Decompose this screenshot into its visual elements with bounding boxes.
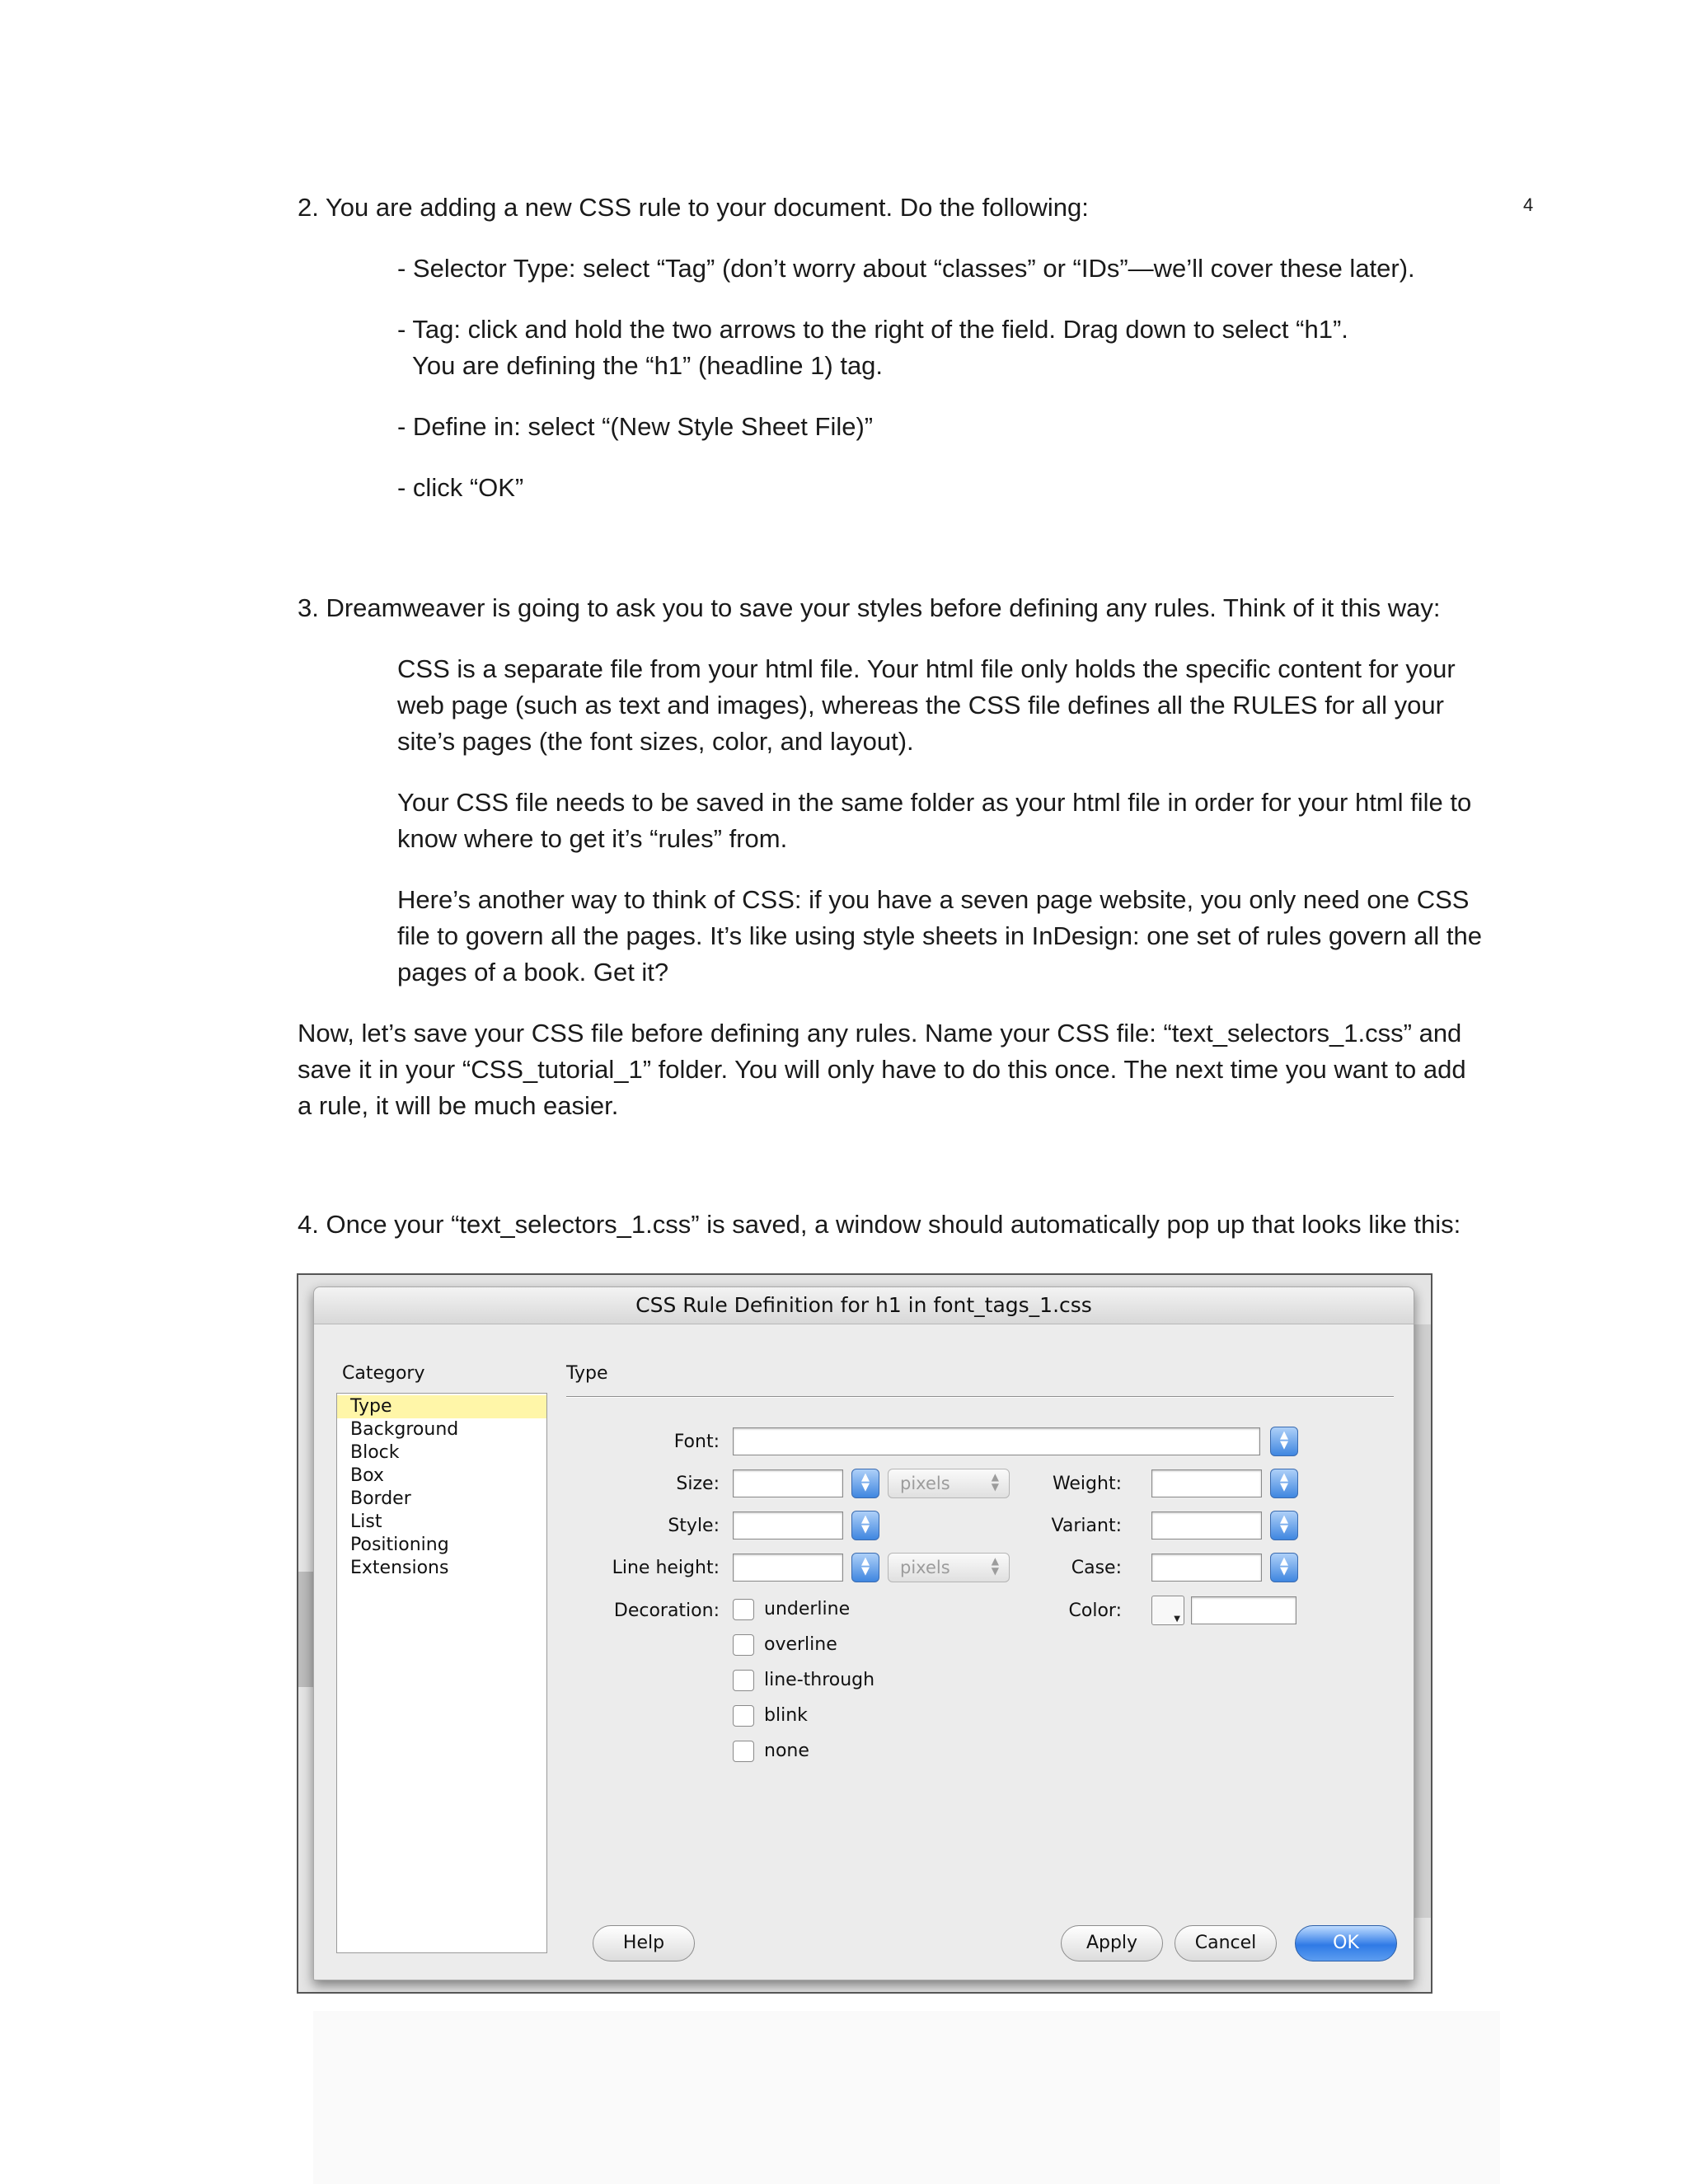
none-label: none <box>764 1741 809 1761</box>
style-dropdown-arrows-icon[interactable]: ▲ ▼ <box>851 1511 879 1540</box>
ok-button[interactable]: OK <box>1295 1925 1397 1961</box>
cancel-button[interactable]: Cancel <box>1175 1925 1277 1961</box>
variant-label: Variant: <box>1051 1516 1122 1536</box>
case-label: Case: <box>1071 1558 1122 1578</box>
font-dropdown-arrows-icon[interactable]: ▲ ▼ <box>1270 1427 1298 1456</box>
category-list <box>336 1393 547 1953</box>
color-label: Color: <box>1068 1601 1122 1621</box>
category-label: Category <box>342 1363 425 1384</box>
step4-intro: 4. Once your “text_selectors_1.css” is saved, a window should automatically pop up that looks like this: <box>298 1210 1461 1239</box>
category-item-positioning[interactable]: Positioning <box>350 1535 449 1555</box>
css-rule-definition-dialog <box>313 1286 1414 1980</box>
style-field[interactable] <box>733 1511 843 1540</box>
help-button[interactable]: Help <box>593 1925 695 1961</box>
step3-paragraph-another-way: Here’s another way to think of CSS: if you have a seven page website, you only need one CSS file to govern all the pages. It’s like using style sheets in InDesign: one set of rules govern all the pages of a book. Get it? <box>397 885 1482 987</box>
size-unit-value: pixels <box>900 1474 950 1493</box>
category-item-border[interactable]: Border <box>350 1488 411 1509</box>
step3-save-instructions: Now, let’s save your CSS file before defining any rules. Name your CSS file: “text_selectors_1.css” and save it in your “CSS_tutorial_1” folder. You will only have to do this once. The next time you want to add a rule, it will be much easier. <box>298 1019 1466 1120</box>
decoration-label: Decoration: <box>613 1601 720 1621</box>
color-picker-swatch[interactable] <box>1151 1596 1184 1625</box>
line-height-field[interactable] <box>733 1554 843 1582</box>
category-item-box[interactable]: Box <box>350 1465 384 1486</box>
page-number: 4 <box>1523 194 1534 215</box>
blink-label: blink <box>764 1705 808 1726</box>
line-height-dropdown-arrows-icon[interactable]: ▲ ▼ <box>851 1553 879 1582</box>
panel-divider <box>566 1396 1394 1398</box>
step2-item-click-ok: - click “OK” <box>397 473 524 502</box>
style-label: Style: <box>668 1516 720 1536</box>
size-field[interactable] <box>733 1469 843 1497</box>
line-height-unit-value: pixels <box>900 1558 950 1577</box>
font-label: Font: <box>673 1432 720 1452</box>
category-item-list[interactable]: List <box>350 1511 382 1532</box>
category-item-block[interactable]: Block <box>350 1442 400 1463</box>
step3-paragraph-same-folder: Your CSS file needs to be saved in the same folder as your html file in order for your html file to know where to get it’s “rules” from. <box>397 788 1472 853</box>
select-arrows-icon: ▲ ▼ <box>991 1555 999 1577</box>
step2-item-selector-type: - Selector Type: select “Tag” (don’t worry about “classes” or “IDs”—we’ll cover these later). <box>397 254 1415 283</box>
chevron-down-icon: ▼ <box>1174 1615 1180 1624</box>
dialog-screenshot <box>297 1273 1432 1994</box>
variant-field[interactable] <box>1151 1511 1262 1540</box>
weight-label: Weight: <box>1052 1474 1122 1494</box>
step3-intro: 3. Dreamweaver is going to ask you to save your styles before defining any rules. Think of it this way: <box>298 593 1441 622</box>
step2-item-tag-note: You are defining the “h1” (headline 1) tag. <box>412 351 884 380</box>
background-window-edge <box>298 1572 315 1687</box>
apply-button[interactable]: Apply <box>1061 1925 1163 1961</box>
step2-item-tag: - Tag: click and hold the two arrows to the right of the field. Drag down to select “h1”. <box>397 315 1348 344</box>
size-dropdown-arrows-icon[interactable]: ▲ ▼ <box>851 1469 879 1498</box>
dialog-title: CSS Rule Definition for h1 in font_tags_1.css <box>314 1287 1414 1324</box>
overline-label: overline <box>764 1634 837 1655</box>
category-item-background[interactable]: Background <box>350 1419 459 1440</box>
background-window-edge <box>1413 1324 1431 1918</box>
size-label: Size: <box>676 1474 720 1494</box>
line-height-label: Line height: <box>612 1558 720 1578</box>
weight-field[interactable] <box>1151 1469 1262 1497</box>
page-background-shade <box>313 2011 1500 2184</box>
step2-item-define-in: - Define in: select “(New Style Sheet File)” <box>397 412 874 441</box>
step2-intro: 2. You are adding a new CSS rule to your document. Do the following: <box>298 193 1089 222</box>
select-arrows-icon: ▲ ▼ <box>991 1471 999 1493</box>
font-field[interactable] <box>733 1427 1260 1455</box>
none-checkbox[interactable] <box>733 1741 754 1762</box>
line-through-label: line-through <box>764 1670 875 1690</box>
underline-checkbox[interactable] <box>733 1599 754 1620</box>
case-dropdown-arrows-icon[interactable]: ▲ ▼ <box>1270 1553 1298 1582</box>
blink-checkbox[interactable] <box>733 1705 754 1727</box>
step3-paragraph-css-separate: CSS is a separate file from your html file. Your html file only holds the specific content for your web page (such as text and images), whereas the CSS file defines all the RULES for all your site’s pages (the font sizes, color, and layout). <box>397 654 1456 756</box>
panel-title: Type <box>566 1363 608 1384</box>
line-through-checkbox[interactable] <box>733 1670 754 1691</box>
case-field[interactable] <box>1151 1554 1262 1582</box>
overline-checkbox[interactable] <box>733 1634 754 1656</box>
color-field[interactable] <box>1191 1596 1296 1624</box>
category-item-extensions[interactable]: Extensions <box>350 1558 449 1578</box>
variant-dropdown-arrows-icon[interactable]: ▲ ▼ <box>1270 1511 1298 1540</box>
weight-dropdown-arrows-icon[interactable]: ▲ ▼ <box>1270 1469 1298 1498</box>
underline-label: underline <box>764 1599 851 1619</box>
category-item-type[interactable]: Type <box>337 1395 546 1418</box>
